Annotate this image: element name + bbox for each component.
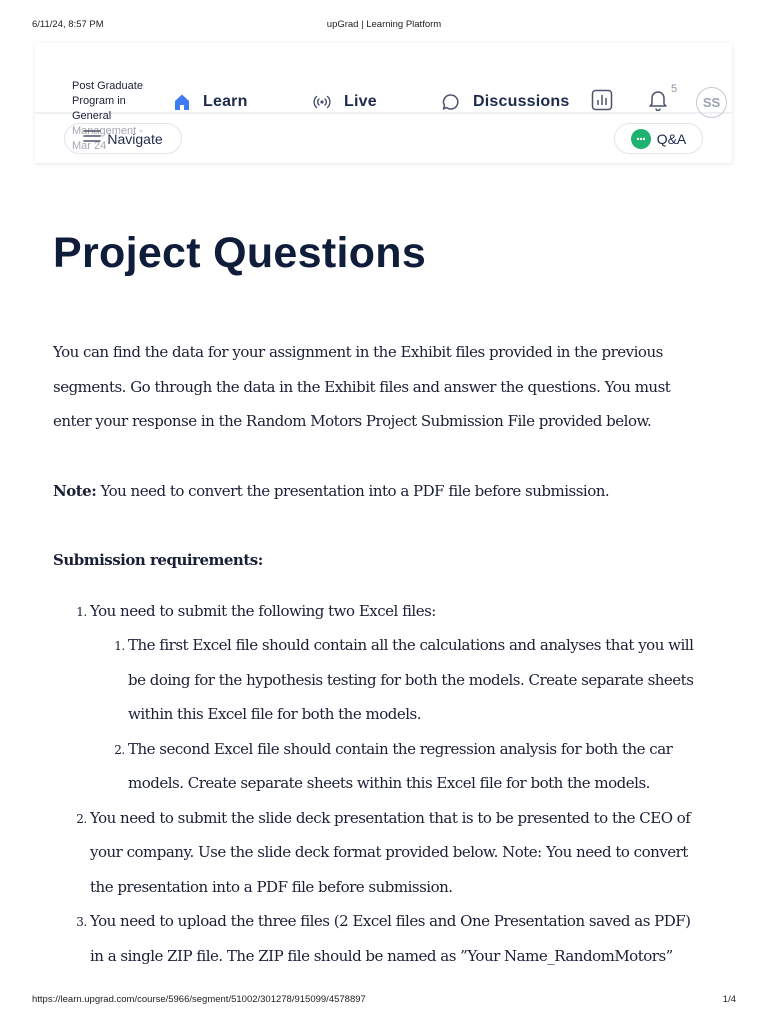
notifications-button[interactable] [646, 89, 670, 115]
print-page-number: 1/4 [722, 994, 736, 1005]
requirement-sublist [90, 628, 703, 801]
notification-count: 5 [671, 83, 678, 95]
requirement-subitem: 1. The first Excel file should contain all the calculations and analyses that you will be doing for the hypothesis testing for both the models. Create separate sheets within this Excel file for both the models. [128, 628, 703, 732]
chat-bubble-icon [441, 92, 461, 112]
submission-heading: Submission requirements: [53, 551, 263, 569]
nav-learn-label: Learn [203, 93, 248, 110]
print-header [0, 19, 768, 31]
requirement-item [90, 594, 703, 801]
navigate-label: Navigate [107, 130, 163, 147]
print-doc-title: upGrad | Learning Platform [326, 19, 442, 30]
nav-discussions[interactable] [441, 88, 569, 116]
requirement-text: You need to submit the following two Excel files: [90, 601, 436, 620]
nav-learn[interactable] [173, 88, 248, 116]
nav-live[interactable] [312, 88, 377, 116]
hamburger-menu-icon [83, 129, 101, 148]
note-paragraph [53, 474, 703, 509]
print-footer [0, 994, 768, 1006]
requirement-subitem: 2. The second Excel file should contain the regression analysis for both the car models. Create separate sheets within this Excel file for both the models. [128, 732, 703, 801]
program-title[interactable]: Post Graduate Program in General [72, 80, 143, 122]
main-content [53, 335, 703, 973]
page-title: Project Questions [53, 229, 427, 277]
requirement-item: 3. You need to upload the three files (2 Excel files and One Presentation saved as PDF) in a single ZIP file. The ZIP file should be named as ”Your Name_RandomMotors” [90, 904, 703, 973]
user-avatar[interactable]: SS [696, 87, 727, 118]
bar-chart-icon [591, 89, 613, 116]
nav-discussions-label: Discussions [473, 93, 570, 110]
qa-label: Q&A [656, 130, 687, 147]
print-url: https://learn.upgrad.com/course/5966/segment/51002/301278/915099/4578897 [32, 994, 366, 1005]
nav-live-label: Live [344, 93, 377, 110]
bell-icon [648, 89, 668, 116]
print-datetime: 6/11/24, 8:57 PM [32, 19, 104, 30]
navigate-button[interactable] [64, 123, 182, 154]
intro-paragraph: You can find the data for your assignment in the Exhibit files provided in the previous segments. Go through the data in the Exhibit files and answer the questions. You must enter your response in the Random Motors Project Submission File provided below. [53, 343, 671, 430]
stats-button[interactable] [590, 90, 614, 114]
requirement-item: 2. You need to submit the slide deck presentation that is to be presented to the CEO of your company. Use the slide deck format provided below. Note: You need to convert the presentation into a PDF file before submission. [90, 801, 703, 905]
qa-button[interactable] [614, 123, 703, 154]
qa-chat-icon [631, 129, 651, 149]
requirements-list [53, 594, 703, 974]
broadcast-icon [312, 95, 332, 109]
note-label: Note: [53, 481, 97, 500]
home-icon [173, 93, 191, 111]
note-text: You need to convert the presentation into a PDF file before submission. [96, 481, 610, 500]
